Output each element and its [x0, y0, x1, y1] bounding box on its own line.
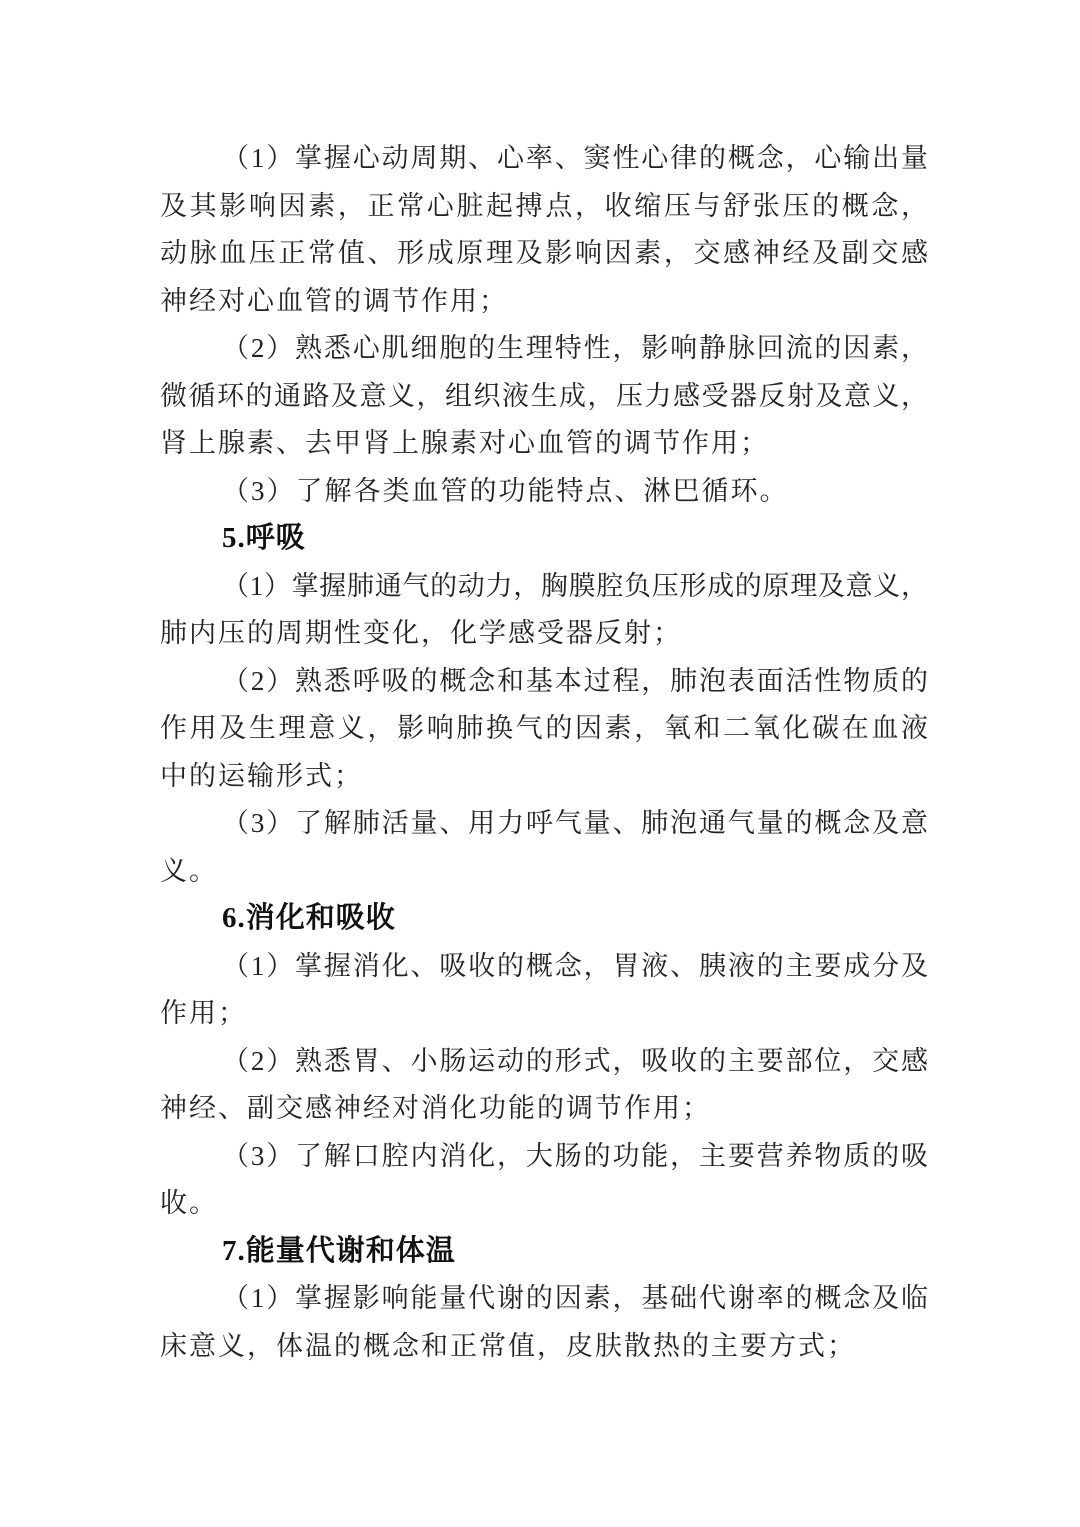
text-line: 肺内压的周期性变化，化学感受器反射；: [160, 618, 682, 648]
text-line: 及其影响因素，正常心脏起搏点，收缩压与舒张压的概念，: [160, 190, 928, 221]
section-heading-energy-metabolism-temperature: 7.能量代谢和体温: [222, 1234, 456, 1267]
text-line: 中的运输形式；: [160, 760, 363, 791]
text-line: （1）掌握影响能量代谢的因素，基础代谢率的概念及临: [222, 1283, 928, 1313]
text-line: 义。: [160, 855, 218, 886]
section-heading-respiration: 5.呼吸: [222, 522, 306, 554]
text-line: （2）熟悉心肌细胞的生理特性，影响静脉回流的因素，: [222, 333, 928, 363]
text-line: 神经对心血管的调节作用；: [160, 285, 508, 316]
text-line: 神经、副交感神经对消化功能的调节作用；: [160, 1093, 711, 1123]
text-line: 微循环的通路及意义，组织液生成，压力感受器反射及意义，: [160, 380, 928, 411]
text-line: （3）了解肺活量、用力呼气量、肺泡通气量的概念及意: [222, 808, 928, 838]
text-line: 动脉血压正常值、形成原理及影响因素，交感神经及副交感: [160, 238, 928, 268]
text-line: （1）掌握心动周期、心率、窦性心律的概念，心输出量: [222, 143, 928, 173]
text-line: 收。: [160, 1188, 218, 1218]
text-line: 床意义，体温的概念和正常值，皮肤散热的主要方式；: [160, 1330, 856, 1361]
text-line: 作用；: [160, 998, 247, 1028]
text-line: （2）熟悉呼吸的概念和基本过程，肺泡表面活性物质的: [222, 665, 928, 696]
text-line: （3）了解各类血管的功能特点、淋巴循环。: [222, 475, 789, 506]
text-line: （3）了解口腔内消化，大肠的功能，主要营养物质的吸: [222, 1140, 928, 1171]
text-line: （1）掌握肺通气的动力，胸膜腔负压形成的原理及意义，: [222, 570, 928, 601]
section-heading-digestion-absorption: 6.消化和吸收: [222, 902, 396, 934]
text-line: （1）掌握消化、吸收的概念，胃液、胰液的主要成分及: [222, 950, 928, 981]
text-line: 肾上腺素、去甲肾上腺素对心血管的调节作用；: [160, 428, 769, 458]
text-line: （2）熟悉胃、小肠运动的形式，吸收的主要部位，交感: [222, 1045, 928, 1076]
text-line: 作用及生理意义，影响肺换气的因素，氧和二氧化碳在血液: [160, 713, 928, 743]
